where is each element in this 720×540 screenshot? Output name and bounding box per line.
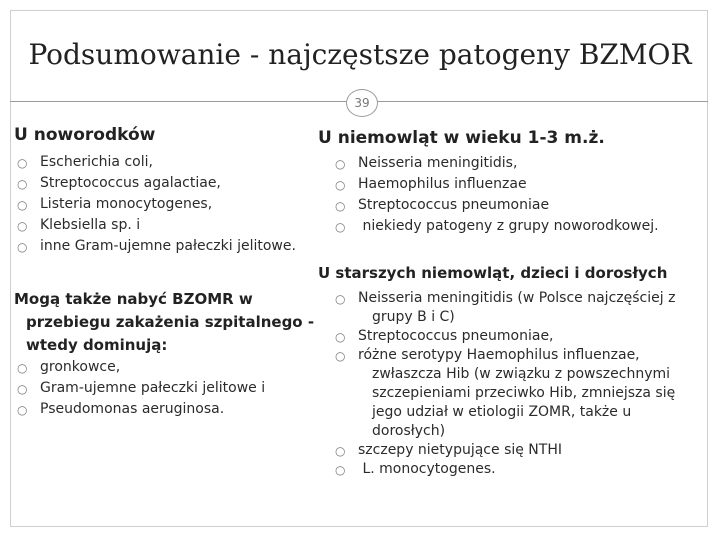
newborns-pathogen-list (14, 152, 344, 257)
hollow-circle-bullet-icon: ○ (17, 382, 28, 396)
list-item (14, 173, 344, 194)
hollow-circle-bullet-icon: ○ (335, 157, 346, 171)
hollow-circle-bullet-icon: ○ (17, 219, 28, 233)
hollow-circle-bullet-icon: ○ (17, 177, 28, 191)
list-item (332, 216, 712, 237)
list-item-text: dorosłych) (372, 423, 446, 439)
hollow-circle-bullet-icon: ○ (335, 463, 346, 477)
paragraph-line: Mogą także nabyć BZOMR w (14, 290, 253, 308)
list-item (332, 346, 712, 441)
hospital-infection-paragraph (14, 288, 314, 357)
hospital-pathogen-list (14, 357, 314, 420)
list-item (332, 289, 712, 327)
older-pathogen-list (332, 289, 712, 479)
list-item-text: szczepy nietypujące się NTHI (358, 442, 562, 458)
list-item (332, 195, 712, 216)
list-item (14, 378, 314, 399)
list-item-text: szczepieniami przeciwko Hib, zmniejsza się (372, 385, 676, 401)
hollow-circle-bullet-icon: ○ (335, 444, 346, 458)
list-item (332, 174, 712, 195)
list-item-text: Listeria monocytogenes, (40, 196, 213, 212)
list-item (14, 357, 314, 378)
infants-heading: U niemowląt w wieku 1-3 m.ż. (318, 128, 605, 148)
paragraph-line: przebiegu zakażenia szpitalnego - (26, 313, 315, 331)
list-item (332, 441, 712, 460)
list-item (14, 152, 344, 173)
title-divider-right (377, 101, 708, 102)
hollow-circle-bullet-icon: ○ (335, 199, 346, 213)
list-item-text: Streptococcus pneumoniae, (358, 328, 554, 344)
hollow-circle-bullet-icon: ○ (17, 156, 28, 170)
list-item (14, 399, 314, 420)
hollow-circle-bullet-icon: ○ (335, 330, 346, 344)
hollow-circle-bullet-icon: ○ (17, 198, 28, 212)
list-item-text: Haemophilus influenzae (358, 176, 527, 192)
paragraph-line: wtedy dominują: (26, 336, 168, 354)
older-children-heading: U starszych niemowląt, dzieci i dorosłych (318, 264, 668, 282)
hollow-circle-bullet-icon: ○ (335, 178, 346, 192)
list-item (332, 460, 712, 479)
hollow-circle-bullet-icon: ○ (17, 240, 28, 254)
list-item-text: różne serotypy Haemophilus influenzae, (358, 347, 640, 363)
page-number-badge: 39 (346, 89, 378, 117)
list-item (332, 153, 712, 174)
list-item-text: Escherichia coli, (40, 154, 153, 170)
list-item (332, 327, 712, 346)
hollow-circle-bullet-icon: ○ (17, 403, 28, 417)
list-item-text: grupy B i C) (372, 309, 455, 325)
newborns-heading: U noworodków (14, 125, 156, 145)
list-item-text: Klebsiella sp. i (40, 217, 141, 233)
list-item-text: L. monocytogenes. (358, 461, 496, 477)
list-item-text: Gram-ujemne pałeczki jelitowe i (40, 380, 266, 396)
list-item-text: gronkowce, (40, 359, 121, 375)
list-item-text: zwłaszcza Hib (w związku z powszechnymi (372, 366, 671, 382)
list-item (14, 215, 344, 236)
list-item-text: Neisseria meningitidis, (358, 155, 518, 171)
list-item (14, 236, 344, 257)
list-item-text: Streptococcus agalactiae, (40, 175, 221, 191)
hollow-circle-bullet-icon: ○ (17, 361, 28, 375)
list-item-text: Pseudomonas aeruginosa. (40, 401, 225, 417)
list-item (14, 194, 344, 215)
infants-pathogen-list (332, 153, 712, 237)
list-item-text: Streptococcus pneumoniae (358, 197, 550, 213)
hollow-circle-bullet-icon: ○ (335, 220, 346, 234)
list-item-text: Neisseria meningitidis (w Polsce najczęściej z (358, 290, 676, 306)
list-item-text: jego udział w etiologii ZOMR, także u (372, 404, 632, 420)
list-item-text: inne Gram-ujemne pałeczki jelitowe. (40, 238, 296, 254)
hollow-circle-bullet-icon: ○ (335, 292, 346, 306)
list-item-text: niekiedy patogeny z grupy noworodkowej. (358, 218, 659, 234)
hollow-circle-bullet-icon: ○ (335, 349, 346, 363)
slide-title: Podsumowanie - najczęstsze patogeny BZMOR (28, 38, 692, 71)
title-divider-left (10, 101, 346, 102)
